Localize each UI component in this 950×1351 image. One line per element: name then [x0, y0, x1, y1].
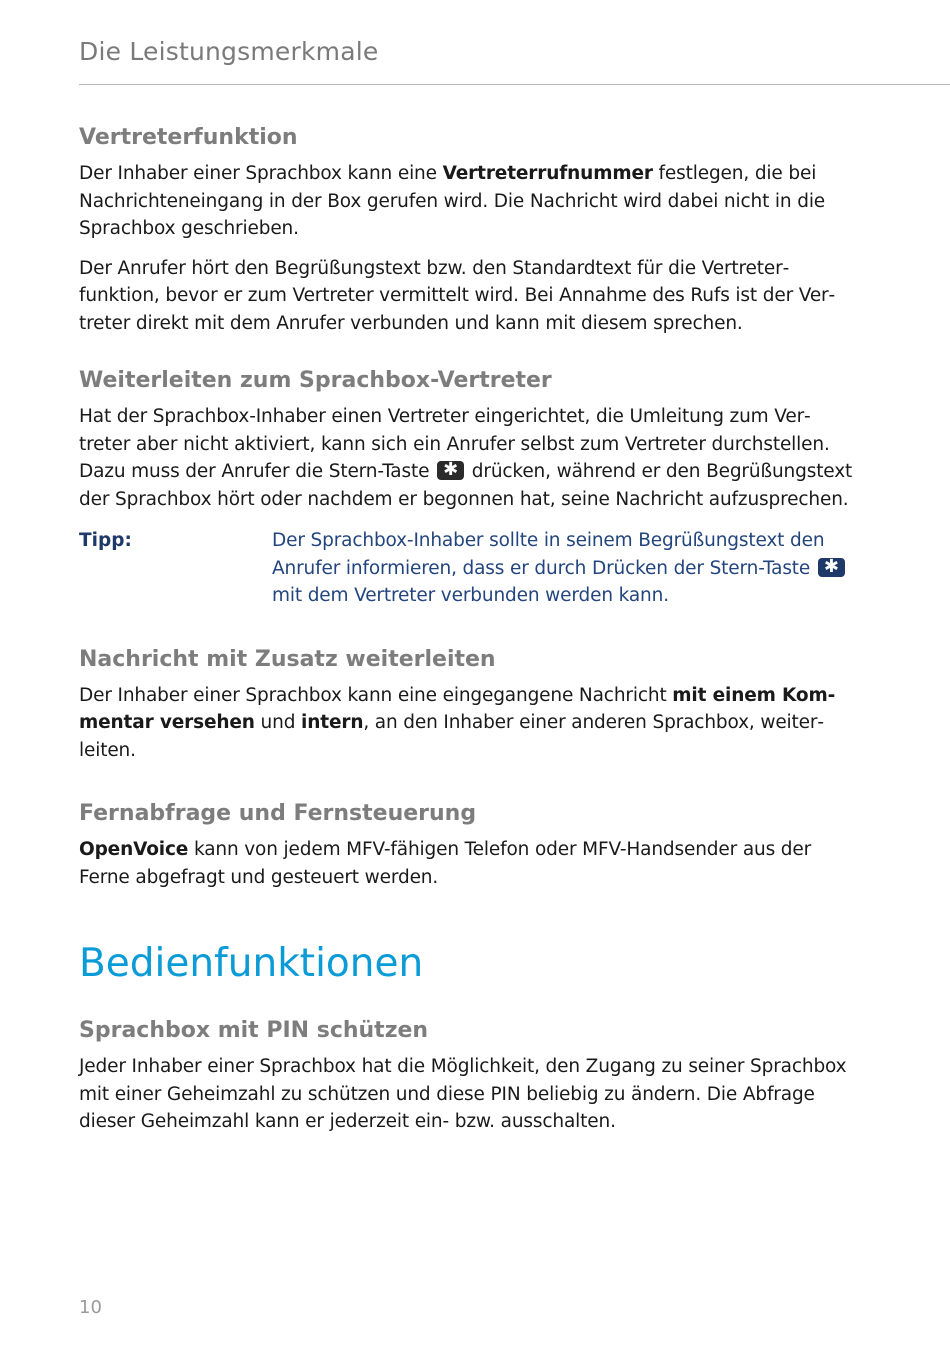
section-fernabfrage: [79, 798, 854, 891]
tip-label: Tipp:: [79, 530, 132, 551]
text-run: und: [254, 712, 302, 733]
page-number: 10: [79, 1297, 102, 1318]
section-pin: [79, 1015, 854, 1136]
tip-box: [79, 527, 854, 610]
section-heading: Fernabfrage und Fernsteuerung: [79, 801, 477, 826]
star-key-glyph: ✱: [443, 459, 459, 480]
paragraph: [79, 160, 854, 243]
page-header-title: Die Leistungsmerkmale: [79, 37, 379, 66]
text-run: mit dem Vertreter verbunden werden kann.: [272, 585, 669, 606]
star-key-icon: [437, 461, 464, 480]
bold-term: intern: [301, 712, 364, 733]
page-content: [79, 122, 854, 1148]
header-divider: [79, 84, 950, 85]
paragraph: [79, 836, 854, 891]
section-heading: Nachricht mit Zusatz weiterleiten: [79, 646, 496, 672]
star-key-glyph: ✱: [823, 555, 839, 577]
section-heading: Weiterleiten zum Sprachbox-Vertreter: [79, 368, 552, 393]
bold-term: mit einem Kommentar versehen: [79, 684, 836, 733]
paragraph: Jeder Inhaber einer Sprachbox hat die Möglichkeit, den Zugang zu seiner Sprachbox mit einer Geheimzahl zu schützen und diese PIN beliebig zu ändern. Die Abfrage dieser Geheimzahl kann er jederzeit ein- bzw. ausschalten.: [79, 1056, 847, 1132]
bold-term: Vertreterrufnummer: [442, 163, 653, 184]
paragraph: [79, 403, 854, 513]
section-heading: Sprachbox mit PIN schützen: [79, 1018, 429, 1043]
section-nachricht-weiterleiten: [79, 644, 854, 765]
product-name: OpenVoice: [79, 839, 189, 860]
text-run: festlegen, die bei Nachrichteneingang in der Box gerufen wird. Die Nachricht wird dabei nicht in die Sprachbox geschrieben.: [79, 163, 826, 239]
paragraph: Der Anrufer hört den Begrüßungstext bzw. den Standardtext für die Vertreterfunktion, bevor er zum Vertreter vermittelt wird. Bei Annahme des Rufs ist der Vertreter direkt mit dem Anrufer verbunden und kann mit diesem sprechen.: [79, 257, 836, 334]
tip-text: [272, 527, 852, 610]
star-key-icon: [818, 555, 845, 577]
text-run: drücken, während er den Begrüßungstext der Sprachbox hört oder nachdem er begonnen hat, seine Nachricht aufzusprechen.: [79, 461, 853, 510]
text-run: Der Inhaber einer Sprachbox kann eine: [79, 163, 443, 184]
section-weiterleiten-vertreter: [79, 365, 854, 610]
section-vertreterfunktion: [79, 122, 854, 337]
text-run: Der Inhaber einer Sprachbox kann eine eingegangene Nachricht: [79, 684, 673, 706]
text-run: Der Sprachbox-Inhaber sollte in seinem Begrüßungstext den Anrufer informieren, dass er durch Drücken der Stern-Taste: [272, 530, 825, 579]
text-run: Hat der Sprachbox-Inhaber einen Vertreter eingerichtet, die Umleitung zum Vertreter aber nicht aktiviert, kann sich ein Anrufer selbst zum Vertreter durchstellen. Dazu muss der Anrufer die Stern-Taste: [79, 406, 830, 482]
section-heading: Vertreterfunktion: [79, 125, 298, 150]
paragraph: [79, 682, 854, 765]
chapter-title: Bedienfunktionen: [79, 941, 424, 986]
text-run: , an den Inhaber einer anderen Sprachbox, weiterleiten.: [79, 712, 825, 761]
text-run: kann von jedem MFV-fähigen Telefon oder MFV-Handsender aus der Ferne abgefragt und gesteuert werden.: [79, 839, 812, 888]
